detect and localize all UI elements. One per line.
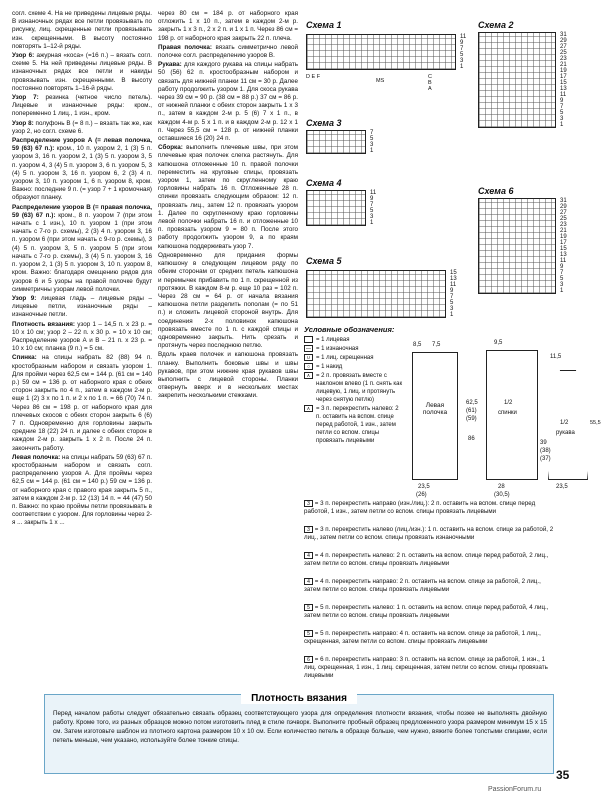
- schema-title: Схема 3: [306, 118, 342, 128]
- yarn-over-icon: ○: [304, 363, 313, 370]
- heading: Спинка:: [12, 354, 37, 362]
- legend-item: 5 = 5 п. перекрестить направо: 4 п. оставить на вспом. спице за работой, 1 лиц., скрещенная, затем петли со вспом. спицы провязать лицевыми: [304, 630, 541, 645]
- legend-item: ○ = 1 накид: [304, 363, 404, 371]
- heading: Левая полочка:: [12, 453, 61, 461]
- text: кром., 8 п. узором 7 (при этом начать с 1 изн.), 10 п. узором 1 (при этом начать с 7-го р. схемы), 2 (3) 4 п. узором 3, 16 п. узором 6 (при этом начать с 9-го р. схемы), 3 (4) 5 п. узором 3, 5 п. узором 5 (при этом начать с 7-го р. схемы), 3 (4) 5 п. узором 3, 16 п. узором 2, 1 (3) 5 п. узором 3, 10 п. узором 8, кром. Важно: благодаря смещению рядов для узоров 6 и 5 узоры на правой полочке будут симметричны узорам левой полочки.: [12, 211, 153, 293]
- cross-3-icon: 3: [304, 526, 313, 533]
- legend-item: ∪ = 1 лиц. скрещенная: [304, 354, 404, 362]
- heading: Узор 7:: [12, 94, 39, 102]
- schema-1: [306, 20, 467, 92]
- paragraph: [12, 454, 152, 528]
- paragraph: [12, 120, 152, 136]
- text: лицевая гладь – лицевые ряды – лицевые петли, изнаночные ряды – изнаночные петли.: [12, 294, 152, 319]
- row-numbers: 11 9 7 5 3 1: [370, 190, 377, 226]
- schema-5-grid: [306, 270, 446, 318]
- twisted-symbol-icon: ∪: [304, 354, 313, 361]
- text: узор 1 – 14,5 п. x 23 р. = 10 x 10 см; узор 2 – 22 п. x 30 р. = 10 x 10 см; Распределение узоров А и В – 21 п. x 23 р. = 10 x 10 см; планка (9 п.) = 5 см.: [12, 320, 153, 353]
- text-column-1: [12, 10, 152, 529]
- legend-item: 4 = 4 п. перекрестить направо: 2 п. оставить на вспом. спице за работой, 2 лиц., затем петли со вспом. спицы провязать лицевыми: [304, 578, 541, 593]
- legend-item: 4 = 4 п. перекрестить налево: 2 п. оставить на вспом. спице перед работой, 2 лиц., затем петли со вспом. спицы провязать лицевыми: [304, 552, 549, 567]
- legend-item: 3 = 3 п. перекрестить налево (лиц./изн.): 1 п. оставить на вспом. спице за работой, 2 лиц., затем петли со вспом. спицы провязать изнаночными: [304, 526, 554, 541]
- paragraph: через 80 см = 184 р. от наборного края отложить 1 x 10 п., затем в каждом 2-м р. закрыть 1 x 3 п., 2 x 2 п. и 1 x 1 п. Через 86 см = 198 р. от наборного края закрыть 22 п. плеча.: [158, 10, 298, 42]
- schema-label-ms: MS: [376, 78, 385, 84]
- text: полуфонь В (= 8 п.) – вязать так же, как узор 2, но согл. схеме 6.: [12, 119, 153, 135]
- text: резинка (четное число петель). Лицевые и изнаночные ряды: кром., попеременно 1 лиц., 1 изн., кром.: [12, 94, 152, 118]
- legend-item: ∧ = 2 п. провязать вместе с наклоном влево (1 п. снять как лицевую, 1 лиц. и протянуть через снятую петлю): [304, 372, 404, 404]
- sleeve-label: рукава: [556, 430, 575, 436]
- heading: Правая полочка:: [158, 43, 212, 51]
- paragraph: [12, 137, 152, 203]
- schema-2: [478, 20, 567, 128]
- paragraph: Вдоль краев полочек и капюшона провязать планку. Выполнить боковые швы и швы рукавов, при этом нижние края рукавов швы выполнить с лицевой стороны. Планки отвернуть вверх и в нескольких местах закрепить несколькими стежками.: [158, 351, 298, 400]
- cross-4-icon: 4: [304, 552, 313, 559]
- back-label: спинки: [498, 410, 517, 416]
- heading: Узор 8:: [12, 119, 34, 127]
- schema-title: Схема 1: [306, 20, 342, 30]
- density-title: Плотность вязания: [45, 693, 553, 704]
- legend-title: Условные обозначения:: [304, 325, 395, 334]
- schema-label-left: D E F: [306, 74, 321, 80]
- cross-5-icon: 5: [304, 604, 313, 611]
- schema-grid: [478, 198, 556, 294]
- heading: Плотность вязания:: [12, 320, 75, 328]
- cross-icon: ∧: [304, 405, 313, 412]
- row-numbers: 31 29 27 25 23 21 19 17 15 13 11 9 7 5 3 1: [560, 32, 567, 128]
- paragraph: [158, 144, 298, 251]
- decrease-icon: ∧: [304, 372, 313, 379]
- legend-item: 6 = 6 п. перекрестить направо: 3 п. оставить на вспом. спице за работой, 1 изн., 1 лиц. скрещенная, 1 изн., 1 лиц. скрещенная, затем петли со вспом. спицы провязать лицевыми: [304, 656, 548, 679]
- text: вязать симметрично левой полочке согл. распределению узоров В.: [158, 43, 298, 60]
- text: кром., 10 п. узором 2, 1 (3) 5 п. узором 3, 16 п. узором 2, 1 (3) 5 п. узором 3, 5 п. узором 4, 3 (4) 5 п. узором 3, 6 п. узором 5, 3 (4) 5 п. узором 3, 16 п. узором 6, 2 (3) 4 п. узором 3, 10 п. узором 1, 6 п. узором 8, кром. Важно: последние 9 п. (= узор 7 + 1 кромочная) образуют планку.: [12, 145, 152, 202]
- schema-4: [306, 178, 377, 226]
- paragraph: согл. схеме 4. На не приведены лицевые ряды. В изнаночных рядах все петли провязывать по рисунку, лиц. скрещенные петли провязывать изн. скрещенными. В высоту постоянно повторять 1–12-й ряды.: [12, 10, 152, 50]
- cross-4-icon: 4: [304, 578, 313, 585]
- schema-5: [306, 256, 341, 268]
- schema-label-right: C B A: [428, 74, 432, 92]
- schema-6: [478, 186, 567, 294]
- row-numbers: 11 9 7 5 3 1: [460, 34, 467, 70]
- schema-grid: [306, 190, 366, 226]
- paragraph: [12, 52, 152, 93]
- paragraph: Одновременно для придания формы капюшону в следующем лицевом ряду по обеим сторонам от средних петель капюшона и перемычек прибавить по 1 п. скрещенной из протяжки. В каждом 8-м р. еще 10 раз = 102 п. Через 28 см = 64 р. от начала вязания капюшона петли разделить пополам (= по 51 п.) и сложить лицевой стороной внутрь. Для соединения 2-х половинок капюшона провязать вместе по 1 п. с каждой спицы и одновременно закрыть. Нить срезать и протянуть через последнюю петлю.: [158, 251, 298, 350]
- paragraph: [158, 61, 298, 143]
- paragraph: [12, 204, 152, 294]
- heading: Узор 9:: [12, 294, 37, 302]
- schema-grid: [306, 34, 456, 70]
- purl-symbol-icon: —: [306, 346, 311, 352]
- schema-title: Схема 6: [478, 186, 514, 196]
- heading: Распределение узоров В (= правая полочка, 59 (63) 67 п.):: [12, 203, 152, 219]
- schema-grid: [478, 32, 556, 128]
- paragraph: [158, 44, 298, 60]
- schema-grid: [306, 130, 366, 154]
- paragraph: [12, 295, 152, 320]
- schema-5-row-numbers: 15 13 11 9 7 5 3 1: [450, 270, 457, 318]
- legend-item: ∧ = 3 п. перекрестить налево: 2 п. оставить на вспом. спице перед работой, 1 изн., затем петли со вспом. спицы провязать лицевыми: [304, 405, 404, 445]
- density-text: Перед началом работы следует обязательно связать образец соответствующего узора для определения плотности вязания, чтобы позже не выполнять двойную работу. Кроме того, из разных образцов можно потом изготовить плед в стиле пэчворк. Выполните пробный образец предложенного узора размером минимум 15 x 15 см. Затем изготовьте шаблон из плотного картона размером 10 x 10 см. Если количество петель в образце больше, чем нужно, вяжите более толстыми спицами, если петель меньше, чем указано, используйте более тонкие спицы.: [53, 710, 547, 744]
- legend-item: 5 = 5 п. перекрестить налево: 1 п. оставить на вспом. спице перед работой, 4 лиц., затем петли со вспом. спицы провязать лицевыми: [304, 604, 549, 619]
- heading: Узор 6:: [12, 52, 35, 60]
- page-number: 35: [556, 768, 570, 782]
- row-numbers: 31 29 27 25 23 21 19 17 15 13 11 9 7 5 3 1: [560, 198, 567, 294]
- cross-6-icon: 6: [304, 656, 313, 663]
- cross-3-icon: 3: [304, 500, 313, 507]
- legend-item: — = 1 изнаночная: [306, 346, 359, 352]
- paragraph: [12, 94, 152, 119]
- heading: Рукава:: [158, 61, 182, 69]
- row-numbers: 7 5 3 1: [370, 130, 374, 154]
- text: на спицы набрать 59 (63) 67 п. кростобразным набором и связать согл. распределению узоров А. Для проймы через 62,5 см = 144 р. (61 см = 140 р.) 59 см = 136 р. от наборного края с правого края закрыть 5 п., затем в каждом 2-м р. 12 (13) 14 п. = 44 (47) 50 п. Важно: по краю проймы петли провязывать в соответствии с узором. Для горловины через 2-я ... закрыть 1 x ...: [12, 453, 153, 527]
- schema-3: [306, 118, 374, 154]
- text: для каждого рукава на спицы набрать 50 (56) 62 п. кростообразным набором и связать для нижней планки 11 см = 30 р. Далее работу продолжить узором 1. Для скоса рукава через 39 см = 90 р. (38 см = 88 р.) 37 см = 86 р. от нижней планки с обеих сторон закрыть 1 x 3 п., затем в каждом 2-м р. 5 (6) 7 x 1 п., в каждом 4-м р. 5 x 1 п. и в каждом 2-м р. 12 x 1 п. Через 55,5 см = 128 р. от нижней планки оставшиеся 16 (20) 24 п.: [158, 61, 298, 143]
- text-column-2: [158, 10, 298, 402]
- paragraph: [12, 321, 152, 354]
- left-front-piece: [412, 352, 458, 480]
- knit-symbol-icon: [304, 336, 313, 343]
- left-front-label: Левая полочка: [422, 402, 448, 416]
- text: ажурная «коса» (=16 п.) – вязать согл. схеме 5. На ней приведены лицевые ряды. В изнаночных рядах все петли и накиды провязывать изн. скрещенными. В высоту постоянно повторять 1–16-й ряды.: [12, 52, 153, 92]
- cross-5-icon: 5: [304, 630, 313, 637]
- density-box: [44, 694, 554, 774]
- schema-title: Схема 2: [478, 20, 514, 30]
- schema-title: Схема 4: [306, 178, 342, 188]
- legend-item: 3 = 3 п. перекрестить направо (изн./лиц.): 2 п. оставить на вспом. спице перед работой, 1 изн., затем петли со вспом. спицы провязать лицевыми: [304, 500, 536, 515]
- legend-item: = 1 лицевая: [304, 336, 404, 344]
- paragraph: [12, 354, 152, 452]
- site-watermark: PassionForum.ru: [488, 786, 542, 793]
- text: на спицы набрать 82 (88) 94 п. кростобразным набором и связать узором 1. Для пройми через 62,5 см = 144 р. (61 см = 140 р.) 59 см = 136 р. от наборного края с обеих сторон закрыть по 4 п., затем в каждом 2-м р. еще 1 (2) 3 x по 1 п. и 2 x по 1 п. = 66 (70) 74 п. Через 86 см = 198 р. от наборного края для плечевых скосов с обеих сторон закрыть 6 (6) 7 п. Одновременно для горловины закрыть средние 18 (22) 24 п. и далее с обеих сторон в каждом 2-м р. закрыть 1 x 2 п. После 24 п. закончить работу.: [12, 354, 153, 452]
- text: выполнить плечевые швы, при этом плечевые края полочек слегка растянуть. Для капюшона отложенные 10 п. правой полочки переместить на круговые спицы, провязать узором 1, затем по скругленному краю горловины набрать 16 п. Отложенные 28 п. спинки провязать следующим образом: 12 п. провязать лиц., затем 12 п. провязать узором 1. Далее по скругленному краю горловины левой полочки набрать 16 п. и отложенные 10 п. провязать узором 9 = 80 п. После этого работу продолжить узором 9, а по краям капюшона поддерживать узор 7.: [158, 144, 298, 250]
- heading: Распределение узоров А (= левая полочка, 59 (63) 67 п.):: [12, 137, 152, 153]
- legend: [304, 326, 404, 446]
- heading: Сборка:: [158, 144, 183, 152]
- schema-title: Схема 5: [306, 256, 342, 266]
